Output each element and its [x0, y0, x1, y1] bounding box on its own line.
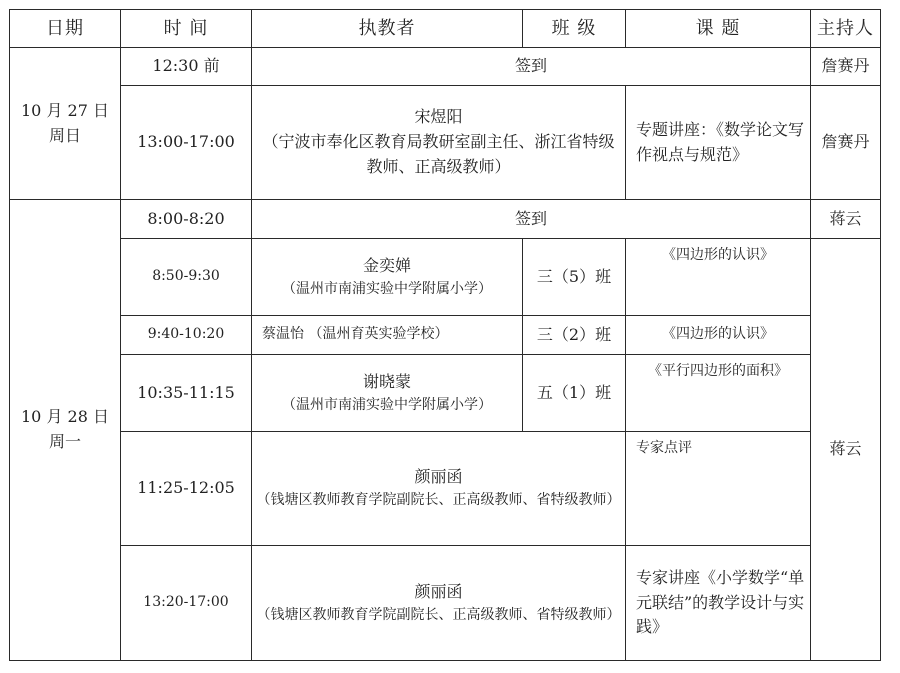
- table-row: [10, 200, 881, 239]
- class-cell: 三（2）班: [523, 316, 626, 355]
- table-row: [10, 432, 881, 546]
- topic-cell: 《平行四边形的面积》: [626, 355, 811, 432]
- teacher-desc: （宁波市奉化区教育局教研室副主任、浙江省特级教师、正高级教师）: [262, 132, 615, 176]
- table-row: [10, 86, 881, 200]
- date-cell: [10, 200, 121, 661]
- table-row: [10, 48, 881, 86]
- time-cell: 10:35-11:15: [121, 355, 252, 432]
- time-cell: 13:20-17:00: [121, 546, 252, 661]
- teacher-cell: [252, 432, 626, 546]
- teacher-desc: （钱塘区教师教育学院副院长、正高级教师、省特级教师）: [256, 606, 621, 623]
- weekday-text: 周日: [48, 125, 81, 145]
- teacher-desc: （钱塘区教师教育学院副院长、正高级教师、省特级教师）: [256, 492, 621, 509]
- topic-cell: 专家点评: [626, 432, 811, 546]
- topic-cell: 专题讲座：《数学论文写作视点与规范》: [626, 86, 811, 200]
- topic-cell: 《四边形的认识》: [626, 316, 811, 355]
- time-cell: 8:50-9:30: [121, 239, 252, 316]
- teacher-name: 颜丽函: [414, 467, 463, 487]
- table-row: [10, 355, 881, 432]
- time-cell: 12:30 前: [121, 48, 252, 86]
- col-header-teacher: 执教者: [252, 10, 523, 48]
- teacher-cell: [252, 355, 523, 432]
- host-cell: 詹赛丹: [811, 86, 881, 200]
- table-row: [10, 546, 881, 661]
- teacher-cell: [252, 239, 523, 316]
- host-cell: 蒋云: [811, 200, 881, 239]
- teacher-desc: （温州市南浦实验中学附属小学）: [282, 396, 492, 413]
- col-header-topic: 课 题: [626, 10, 811, 48]
- date-cell: [10, 48, 121, 200]
- class-cell: 五（1）班: [523, 355, 626, 432]
- topic-cell: 专家讲座《小学数学“单元联结”的教学设计与实践》: [626, 546, 811, 661]
- time-cell: 9:40-10:20: [121, 316, 252, 355]
- time-cell: 11:25-12:05: [121, 432, 252, 546]
- col-header-class: 班 级: [523, 10, 626, 48]
- host-cell: 詹赛丹: [811, 48, 881, 86]
- time-cell: 8:00-8:20: [121, 200, 252, 239]
- header-row: [10, 10, 881, 48]
- time-cell: 13:00-17:00: [121, 86, 252, 200]
- teacher-cell: [252, 86, 626, 200]
- teacher-name: 谢晓蒙: [362, 371, 411, 391]
- teacher-name: 颜丽函: [414, 581, 463, 601]
- teacher-name: 宋煜阳: [414, 107, 463, 127]
- event-cell: 签到: [252, 48, 811, 86]
- date-text: 10 月 27 日: [21, 100, 109, 120]
- teacher-desc: （温州市南浦实验中学附属小学）: [282, 280, 492, 297]
- teacher-name: 金奕婵: [362, 255, 411, 275]
- table-row: [10, 239, 881, 316]
- col-header-time: 时 间: [121, 10, 252, 48]
- weekday-text: 周一: [48, 432, 81, 451]
- class-cell: 三（5）班: [523, 239, 626, 316]
- topic-cell: 《四边形的认识》: [626, 239, 811, 316]
- date-text: 10 月 28 日: [21, 407, 109, 427]
- col-header-host: 主持人: [811, 10, 881, 48]
- event-cell: 签到: [252, 200, 811, 239]
- host-cell: 蒋云: [811, 239, 881, 661]
- teacher-cell: [252, 546, 626, 661]
- table-row: [10, 316, 881, 355]
- col-header-date: 日期: [10, 10, 121, 48]
- schedule-table: [9, 9, 881, 661]
- teacher-cell: 蔡温怡 （温州育英实验学校）: [252, 316, 523, 355]
